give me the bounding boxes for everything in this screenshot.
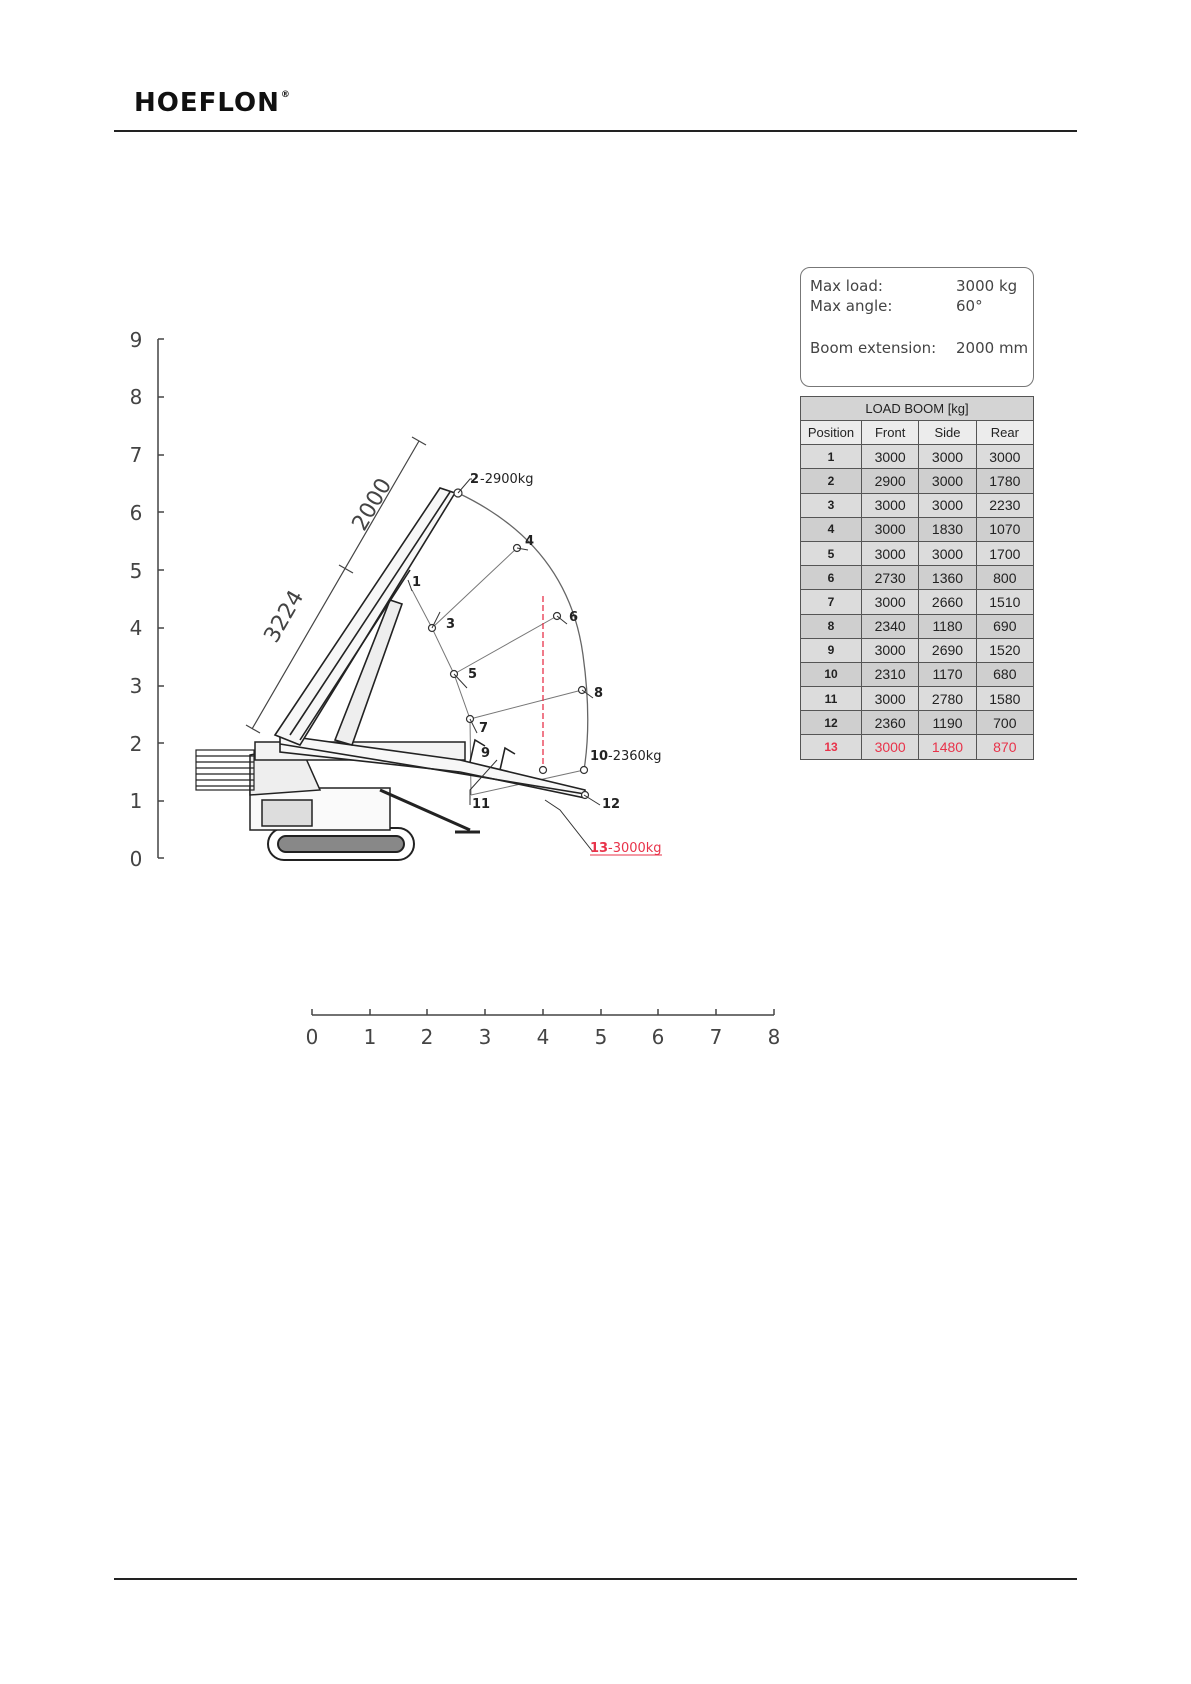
cell-front: 3000 [862,735,919,759]
callout-2-number: 2 [470,472,480,487]
cell-side: 3000 [919,541,976,565]
cell-position: 5 [801,541,862,565]
callout-11: 11 [472,797,491,812]
cell-front: 3000 [862,638,919,662]
cell-position: 4 [801,517,862,541]
table-row [801,566,1034,590]
crawler-tracks [268,828,414,860]
x-tick-label: 3 [478,1025,492,1049]
cell-rear: 1510 [976,590,1033,614]
cell-side: 3000 [919,445,976,469]
callout-leaders [408,479,662,855]
cell-front: 2340 [862,614,919,638]
cell-position: 12 [801,711,862,735]
cell-rear: 800 [976,566,1033,590]
cell-position: 10 [801,662,862,686]
x-tick-label: 2 [420,1025,434,1049]
callout-9: 9 [481,746,491,761]
cell-position: 2 [801,469,862,493]
load-boom-table [800,396,1034,760]
callout-10-number: 10 [590,749,609,764]
max-load-label: Max load: [810,277,883,295]
registered-mark: ® [280,90,291,100]
callout-7: 7 [479,721,489,736]
y-tick-label: 7 [129,443,143,467]
cell-side: 3000 [919,469,976,493]
table-row-highlighted [801,735,1034,759]
table-row [801,590,1034,614]
access-rack [196,750,254,790]
callout-1: 1 [412,575,422,590]
cell-front: 3000 [862,493,919,517]
cell-side: 2660 [919,590,976,614]
outrigger [380,790,470,830]
x-tick-label: 8 [767,1025,781,1049]
cell-position: 6 [801,566,862,590]
cell-rear: 3000 [976,445,1033,469]
cell-position: 3 [801,493,862,517]
cell-front: 2730 [862,566,919,590]
x-axis [312,1009,774,1015]
max-load-row [810,277,1018,295]
x-tick-label: 4 [536,1025,550,1049]
callout-4: 4 [525,534,535,549]
cell-position: 8 [801,614,862,638]
y-axis [158,339,164,858]
table-row [801,541,1034,565]
y-tick-label: 3 [129,674,143,698]
cell-position: 13 [801,735,862,759]
callout-6: 6 [569,610,579,625]
dimension-upper: 2000 [347,474,398,536]
y-tick-label: 0 [129,847,143,871]
cell-rear: 2230 [976,493,1033,517]
table-row [801,662,1034,686]
y-tick-label: 2 [129,732,143,756]
cell-rear: 1780 [976,469,1033,493]
table-row [801,711,1034,735]
x-tick-label: 5 [594,1025,608,1049]
max-angle-row [810,297,983,315]
footer-divider [114,1578,1077,1580]
cell-side: 1360 [919,566,976,590]
cell-position: 1 [801,445,862,469]
boom-extension-value: 2000 mm [956,339,1029,357]
boom-extension-row [810,339,1029,357]
column-header-front: Front [862,421,919,445]
specs-box [800,267,1034,387]
table-row [801,687,1034,711]
y-tick-label: 1 [129,789,143,813]
cell-side: 1830 [919,517,976,541]
cell-rear: 700 [976,711,1033,735]
table-row [801,493,1034,517]
cell-front: 3000 [862,590,919,614]
cell-side: 2690 [919,638,976,662]
y-tick-label: 4 [129,616,143,640]
cell-position: 7 [801,590,862,614]
max-load-value: 3000 kg [956,277,1018,295]
cell-front: 3000 [862,517,919,541]
max-angle-label: Max angle: [810,297,893,315]
cell-rear: 1700 [976,541,1033,565]
column-header-rear: Rear [976,421,1033,445]
max-angle-value: 60° [956,297,983,315]
cell-front: 2310 [862,662,919,686]
table-row [801,445,1034,469]
cell-rear: 690 [976,614,1033,638]
table-caption: LOAD BOOM [kg] [801,397,1034,421]
y-tick-label: 5 [129,559,143,583]
callout-10-load: -2360kg [608,749,662,764]
y-tick-label: 9 [129,328,143,352]
callout-13-load: -3000kg [608,841,662,856]
reach-envelope [458,493,588,770]
cell-side: 1190 [919,711,976,735]
x-tick-label: 7 [709,1025,723,1049]
table-row [801,614,1034,638]
cell-rear: 870 [976,735,1033,759]
cell-side: 1180 [919,614,976,638]
callout-5: 5 [468,667,478,682]
cell-position: 9 [801,638,862,662]
callout-12: 12 [602,797,621,812]
callout-3: 3 [446,617,456,632]
cell-rear: 680 [976,662,1033,686]
boom-extension-label: Boom extension: [810,339,937,357]
cell-side: 1480 [919,735,976,759]
dimension-lower: 3224 [259,586,310,648]
cell-side: 2780 [919,687,976,711]
cell-front: 3000 [862,445,919,469]
x-tick-label: 0 [305,1025,319,1049]
cell-rear: 1520 [976,638,1033,662]
callout-13-number: 13 [590,841,609,856]
table-row [801,638,1034,662]
column-header-position: Position [801,421,862,445]
x-tick-label: 1 [363,1025,377,1049]
logo-text: HOEFLON [134,88,280,118]
callout-2-load: -2900kg [480,472,534,487]
cell-position: 11 [801,687,862,711]
cell-front: 3000 [862,541,919,565]
y-tick-label: 8 [129,385,143,409]
cell-side: 3000 [919,493,976,517]
cell-front: 3000 [862,687,919,711]
column-header-side: Side [919,421,976,445]
cell-front: 2360 [862,711,919,735]
cell-rear: 1580 [976,687,1033,711]
cell-front: 2900 [862,469,919,493]
table-row [801,517,1034,541]
callout-8: 8 [594,686,604,701]
cell-side: 1170 [919,662,976,686]
table-row [801,469,1034,493]
y-tick-label: 6 [129,501,143,525]
x-tick-label: 6 [651,1025,665,1049]
cell-rear: 1070 [976,517,1033,541]
